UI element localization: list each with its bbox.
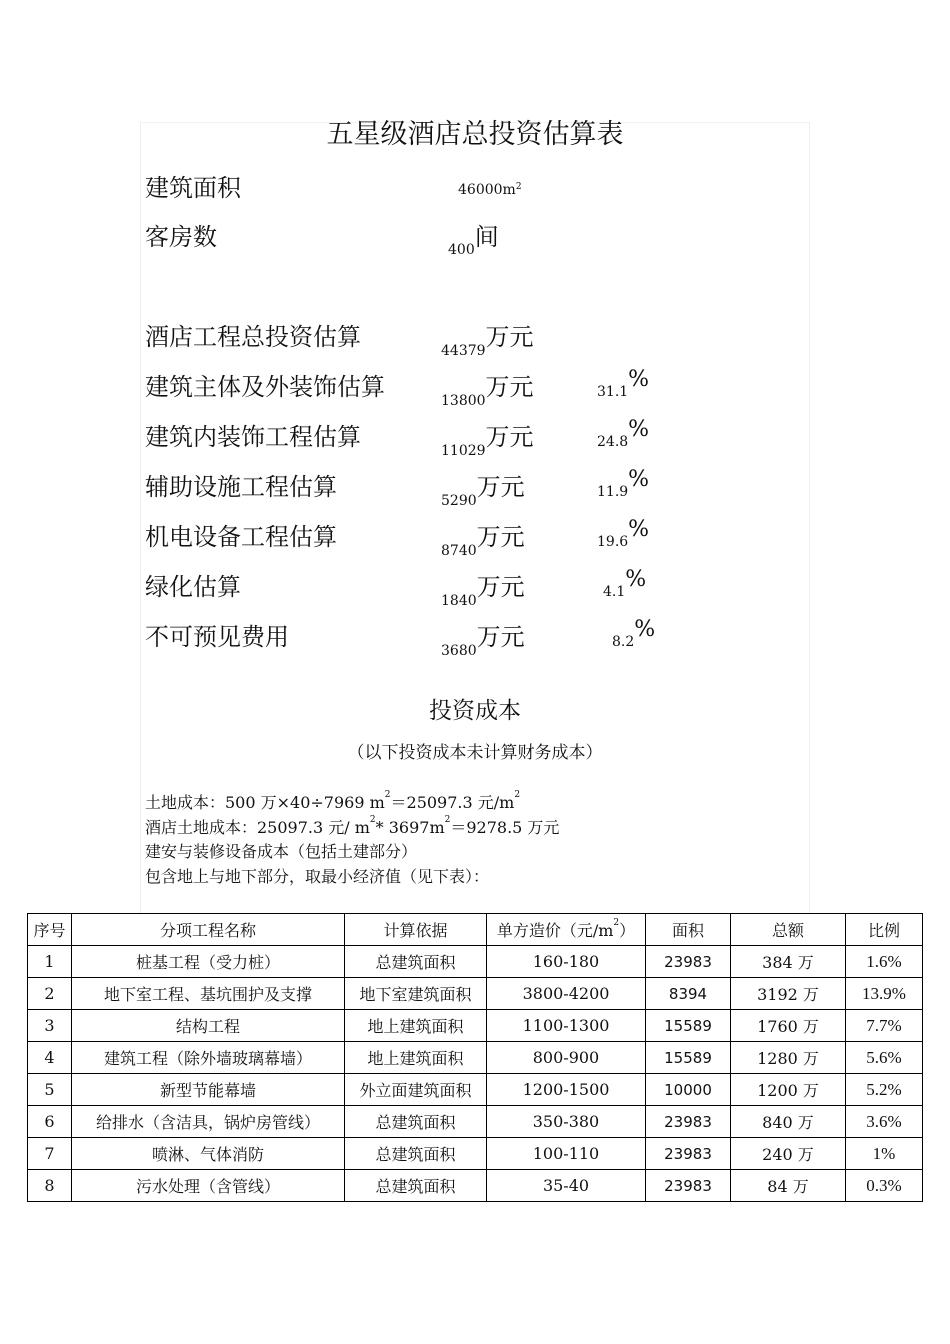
estimate-number: 3680 — [441, 643, 477, 659]
area-unit: m — [502, 182, 516, 198]
note-text: ＝9278.5 万元 — [450, 818, 560, 837]
estimate-number: 1840 — [441, 593, 477, 609]
cell-item: 喷淋、气体消防 — [72, 1138, 345, 1170]
cell-total: 384 万 — [731, 946, 846, 978]
estimate-percent-value: 4.1 — [603, 584, 626, 600]
cell-total: 1760 万 — [731, 1010, 846, 1042]
cell-basis: 总建筑面积 — [345, 1170, 487, 1202]
cell-basis: 地上建筑面积 — [345, 1010, 487, 1042]
estimate-percent — [597, 367, 650, 400]
table-row — [28, 1042, 923, 1074]
estimate-label: 机电设备工程估算 — [145, 523, 337, 551]
header-unit-price-sup: 2 — [613, 918, 620, 928]
estimate-percent-value: 31.1 — [597, 384, 629, 400]
table-row — [28, 1170, 923, 1202]
cell-unit-price: 350-380 — [487, 1106, 646, 1138]
cell-index: 8 — [28, 1170, 72, 1202]
estimate-value — [441, 317, 534, 359]
cell-basis: 地上建筑面积 — [345, 1042, 487, 1074]
note-text: 酒店土地成本：25097.3 元/ m — [145, 818, 370, 837]
cell-total: 3192 万 — [731, 978, 846, 1010]
area-number: 46000 — [458, 182, 503, 198]
estimate-unit: 万元 — [476, 523, 525, 551]
area-label: 建筑面积 — [145, 174, 241, 202]
cost-heading: 投资成本 — [429, 698, 521, 724]
table-row — [28, 1010, 923, 1042]
header-area: 面积 — [646, 914, 731, 946]
cell-index: 5 — [28, 1074, 72, 1106]
estimate-value — [441, 417, 534, 459]
cell-total: 84 万 — [731, 1170, 846, 1202]
cell-item: 地下室工程、基坑围护及支撑 — [72, 978, 345, 1010]
estimate-value — [441, 617, 525, 659]
note-text: 包含地上与地下部分，取最小经济值（见下表）： — [145, 867, 490, 886]
cell-ratio: 1% — [846, 1138, 923, 1170]
cell-area: 15589 — [646, 1042, 731, 1074]
estimate-label: 不可预见费用 — [145, 623, 289, 651]
table-row — [28, 1106, 923, 1138]
cost-note-line — [145, 839, 417, 862]
estimate-number: 11029 — [441, 443, 486, 459]
estimate-unit: 万元 — [485, 423, 534, 451]
cost-table — [27, 913, 923, 1202]
table-row — [28, 1138, 923, 1170]
header-unit-price-close: ） — [619, 921, 636, 940]
cell-ratio: 0.3% — [846, 1170, 923, 1202]
cell-basis: 总建筑面积 — [345, 1106, 487, 1138]
rooms-value — [448, 217, 499, 258]
cost-note-line — [145, 864, 489, 887]
cell-basis: 外立面建筑面积 — [345, 1074, 487, 1106]
cell-index: 3 — [28, 1010, 72, 1042]
estimate-unit: 万元 — [485, 323, 534, 351]
percent-sign: % — [628, 367, 650, 392]
estimate-percent-value: 8.2 — [612, 634, 635, 650]
cell-unit-price: 1200-1500 — [487, 1074, 646, 1106]
estimate-number: 8740 — [441, 543, 477, 559]
estimate-value — [441, 567, 525, 609]
cell-total: 840 万 — [731, 1106, 846, 1138]
estimate-percent-value: 24.8 — [597, 434, 629, 450]
percent-sign: % — [628, 417, 650, 442]
cell-index: 6 — [28, 1106, 72, 1138]
header-index: 序号 — [28, 914, 72, 946]
estimate-number: 13800 — [441, 393, 486, 409]
cell-index: 4 — [28, 1042, 72, 1074]
note-text: * 3697m — [375, 818, 445, 837]
cell-total: 240 万 — [731, 1138, 846, 1170]
cell-ratio: 5.6% — [846, 1042, 923, 1074]
percent-sign: % — [625, 567, 647, 592]
cell-area: 23983 — [646, 946, 731, 978]
cell-unit-price: 100-110 — [487, 1138, 646, 1170]
area-value — [458, 182, 522, 198]
note-text: 土地成本：500 万×40÷7969 m — [145, 793, 385, 812]
cell-item: 桩基工程（受力桩） — [72, 946, 345, 978]
header-ratio: 比例 — [846, 914, 923, 946]
cell-unit-price: 1100-1300 — [487, 1010, 646, 1042]
cell-index: 7 — [28, 1138, 72, 1170]
header-item: 分项工程名称 — [72, 914, 345, 946]
cell-ratio: 5.2% — [846, 1074, 923, 1106]
table-header-row — [28, 914, 923, 946]
cell-unit-price: 160-180 — [487, 946, 646, 978]
percent-sign: % — [628, 467, 650, 492]
cell-item: 新型节能幕墙 — [72, 1074, 345, 1106]
estimate-number: 5290 — [441, 493, 477, 509]
cell-unit-price: 800-900 — [487, 1042, 646, 1074]
cell-area: 15589 — [646, 1010, 731, 1042]
estimate-unit: 万元 — [476, 623, 525, 651]
note-text: ＝25097.3 元/m — [390, 793, 515, 812]
estimate-value — [441, 367, 534, 409]
cell-ratio: 13.9% — [846, 978, 923, 1010]
estimate-value — [441, 467, 525, 509]
estimate-percent — [597, 517, 650, 550]
superscript: 2 — [369, 815, 376, 825]
estimate-percent — [603, 567, 647, 600]
cost-subheading: （以下投资成本未计算财务成本） — [347, 743, 603, 763]
cell-index: 2 — [28, 978, 72, 1010]
estimate-number: 44379 — [441, 343, 486, 359]
estimate-value — [441, 517, 525, 559]
estimate-label: 建筑主体及外装饰估算 — [145, 373, 385, 401]
estimate-label: 建筑内装饰工程估算 — [145, 423, 361, 451]
estimate-percent-value: 19.6 — [597, 534, 629, 550]
estimate-percent-value: 11.9 — [597, 484, 629, 500]
cell-basis: 地下室建筑面积 — [345, 978, 487, 1010]
estimate-label: 辅助设施工程估算 — [145, 473, 337, 501]
cell-total: 1200 万 — [731, 1074, 846, 1106]
superscript: 2 — [514, 790, 521, 800]
cell-ratio: 3.6% — [846, 1106, 923, 1138]
rooms-label: 客房数 — [145, 223, 217, 251]
cell-basis: 总建筑面积 — [345, 1138, 487, 1170]
cell-area: 23983 — [646, 1106, 731, 1138]
table-row — [28, 978, 923, 1010]
header-unit-price — [487, 914, 646, 946]
cell-item: 污水处理（含管线） — [72, 1170, 345, 1202]
header-basis: 计算依据 — [345, 914, 487, 946]
estimate-percent — [597, 467, 650, 500]
superscript: 2 — [444, 815, 451, 825]
cell-area: 23983 — [646, 1138, 731, 1170]
estimate-percent — [597, 417, 650, 450]
cell-unit-price: 3800-4200 — [487, 978, 646, 1010]
cell-total: 1280 万 — [731, 1042, 846, 1074]
note-text: 建安与装修设备成本（包括土建部分） — [145, 842, 418, 861]
cell-index: 1 — [28, 946, 72, 978]
cell-area: 10000 — [646, 1074, 731, 1106]
table-body — [28, 946, 923, 1202]
header-total: 总额 — [731, 914, 846, 946]
cell-ratio: 7.7% — [846, 1010, 923, 1042]
estimate-unit: 万元 — [476, 473, 525, 501]
cell-item: 建筑工程（除外墙玻璃幕墙） — [72, 1042, 345, 1074]
superscript: 2 — [384, 790, 391, 800]
page-title: 五星级酒店总投资估算表 — [326, 119, 624, 150]
estimate-label: 绿化估算 — [145, 573, 241, 601]
cost-note-line — [145, 815, 559, 838]
estimate-unit: 万元 — [485, 373, 534, 401]
cell-basis: 总建筑面积 — [345, 946, 487, 978]
cost-note-line — [145, 790, 520, 813]
cell-item: 给排水（含洁具，锅炉房管线） — [72, 1106, 345, 1138]
estimate-percent — [612, 617, 656, 650]
cell-ratio: 1.6% — [846, 946, 923, 978]
rooms-number: 400 — [448, 242, 475, 258]
cell-item: 结构工程 — [72, 1010, 345, 1042]
area-unit-sup: 2 — [515, 182, 522, 192]
estimate-label: 酒店工程总投资估算 — [145, 323, 361, 351]
estimate-unit: 万元 — [476, 573, 525, 601]
cell-area: 23983 — [646, 1170, 731, 1202]
cell-unit-price: 35-40 — [487, 1170, 646, 1202]
cell-area: 8394 — [646, 978, 731, 1010]
header-unit-price-text: 单方造价（元/m — [496, 921, 614, 940]
table-row — [28, 1074, 923, 1106]
rooms-unit: 间 — [474, 223, 499, 251]
percent-sign: % — [634, 617, 656, 642]
percent-sign: % — [628, 517, 650, 542]
table-row — [28, 946, 923, 978]
